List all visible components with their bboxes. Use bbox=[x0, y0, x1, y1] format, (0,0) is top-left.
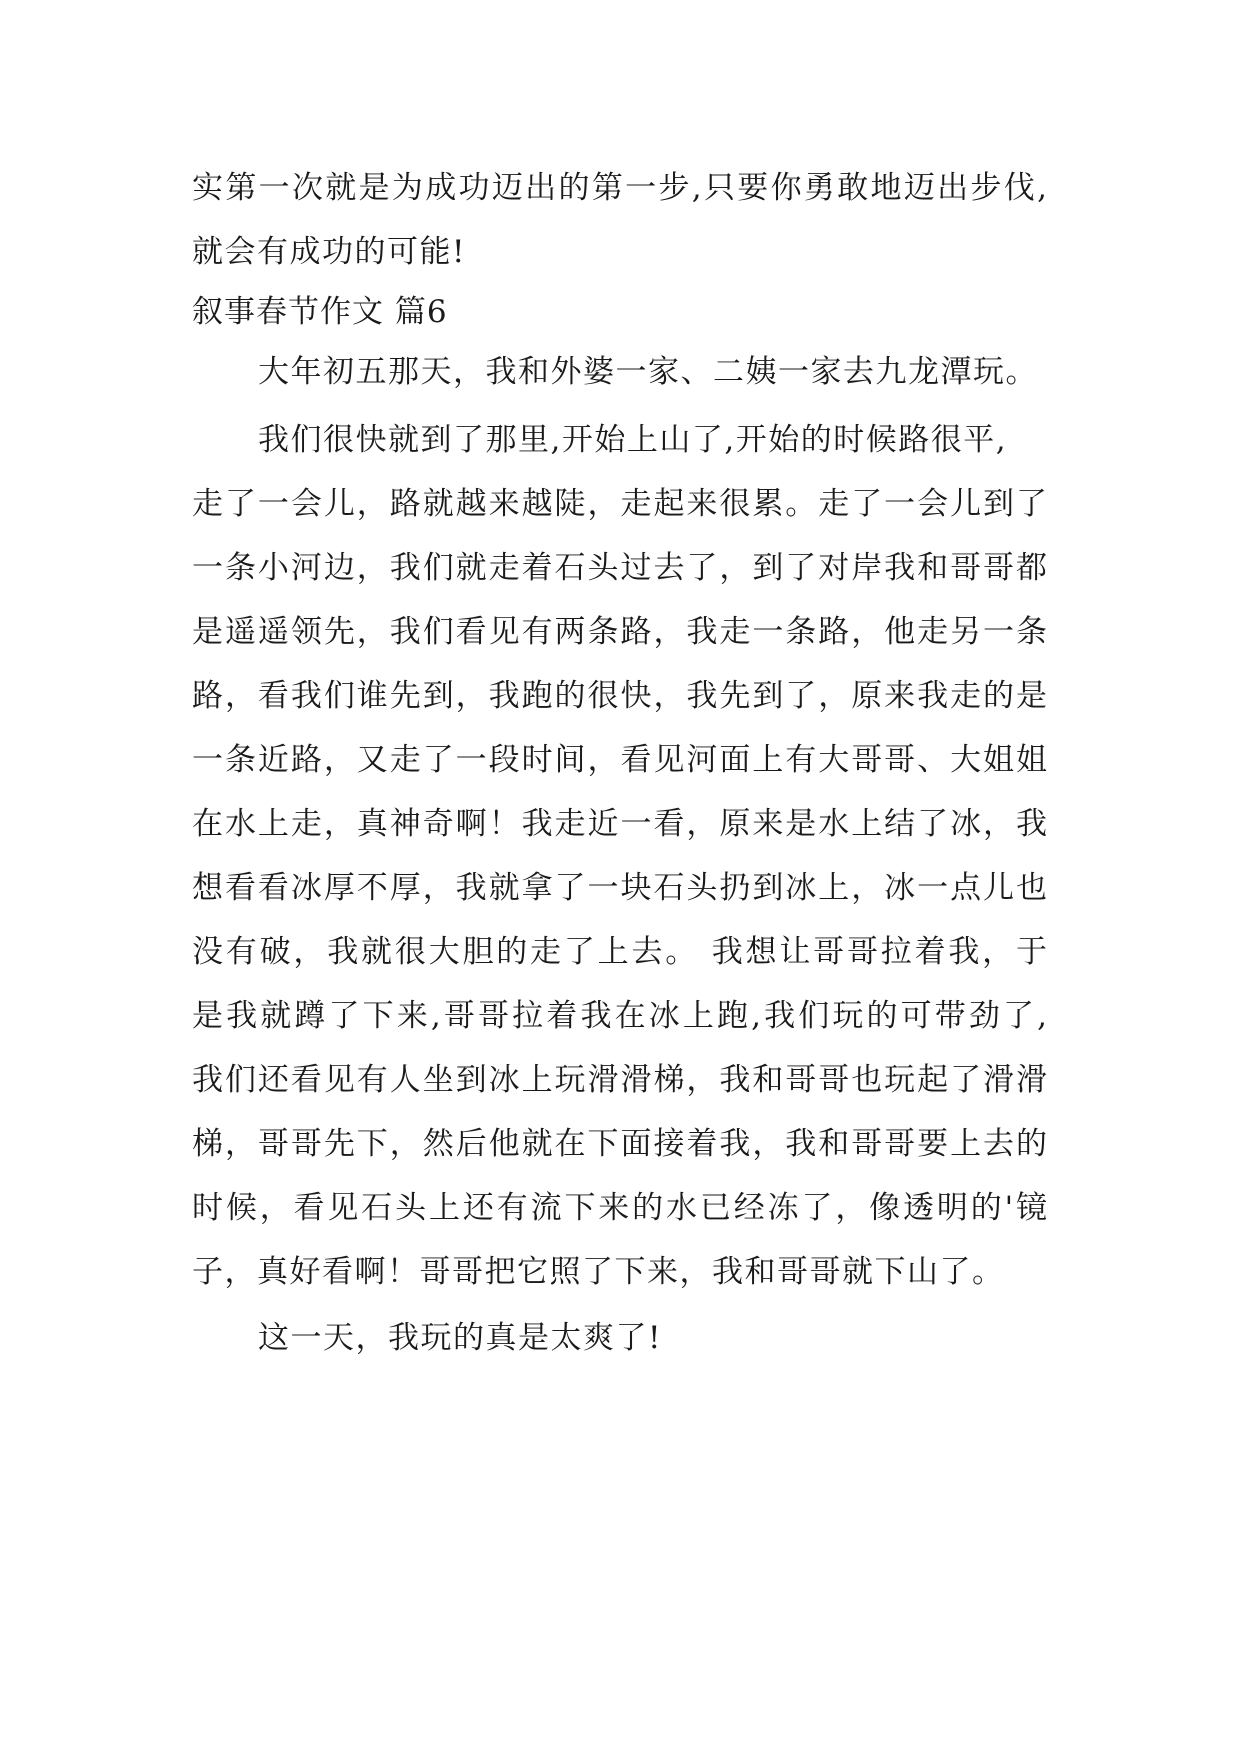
text-line: 路，看我们谁先到，我跑的很快，我先到了，原来我走的是 bbox=[192, 678, 1047, 714]
paragraph-line: 大年初五那天，我和外婆一家、二姨一家去九龙潭玩。 bbox=[258, 354, 1038, 390]
text-line: 在水上走，真神奇啊！我走近一看，原来是水上结了冰，我 bbox=[192, 806, 1047, 842]
paragraph-line: 我们很快就到了那里,开始上山了,开始的时候路很平, bbox=[258, 422, 1008, 458]
text-line: 一条近路，又走了一段时间，看见河面上有大哥哥、大姐姐 bbox=[192, 742, 1047, 778]
text-line: 一条小河边，我们就走着石头过去了，到了对岸我和哥哥都 bbox=[192, 550, 1047, 586]
text-line: 是我就蹲了下来,哥哥拉着我在冰上跑,我们玩的可带劲了, bbox=[192, 998, 1047, 1034]
text-line: 是遥遥领先，我们看见有两条路，我走一条路，他走另一条 bbox=[192, 614, 1047, 650]
text-line: 我们还看见有人坐到冰上玩滑滑梯，我和哥哥也玩起了滑滑 bbox=[192, 1062, 1047, 1098]
text-line: 就会有成功的可能! bbox=[192, 234, 466, 270]
text-line: 时候，看见石头上还有流下来的水已经冻了，像透明的'镜 bbox=[192, 1190, 1047, 1226]
text-line: 没有破，我就很大胆的走了上去。 我想让哥哥拉着我，于 bbox=[192, 934, 1047, 970]
text-line: 实第一次就是为成功迈出的第一步,只要你勇敢地迈出步伐, bbox=[192, 170, 1047, 206]
paragraph-line: 这一天，我玩的真是太爽了! bbox=[258, 1320, 662, 1356]
text-line: 走了一会儿，路就越来越陡，走起来很累。走了一会儿到了 bbox=[192, 486, 1047, 522]
section-heading: 叙事春节作文 篇6 bbox=[192, 294, 448, 330]
text-line: 子，真好看啊！哥哥把它照了下来，我和哥哥就下山了。 bbox=[192, 1254, 1005, 1290]
text-line: 梯，哥哥先下，然后他就在下面接着我，我和哥哥要上去的 bbox=[192, 1126, 1047, 1162]
text-line: 想看看冰厚不厚，我就拿了一块石头扔到冰上，冰一点儿也 bbox=[192, 870, 1047, 906]
